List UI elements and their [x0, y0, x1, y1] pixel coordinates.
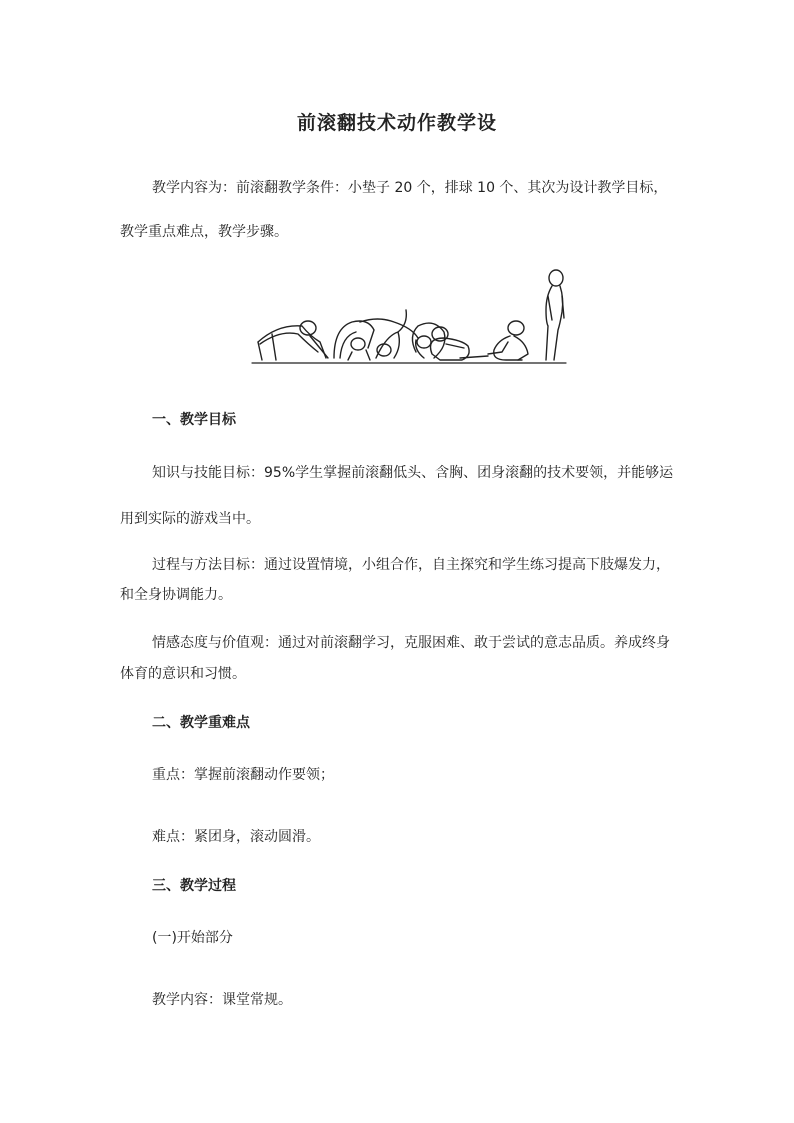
intro-line-2: 教学重点难点，教学步骤。: [120, 224, 288, 240]
teaching-content: 教学内容：课堂常规。: [152, 992, 292, 1008]
section-2-heading: 二、教学重难点: [152, 715, 250, 731]
difficulty-point: 难点：紧团身，滚动圆滑。: [152, 829, 320, 845]
emotion-goal-line-1: 情感态度与价值观：通过对前滚翻学习，克服困难、敢于尝试的意志品质。养成终身: [152, 635, 670, 651]
figure-5-rollup: [431, 327, 489, 360]
section-3-heading: 三、教学过程: [152, 878, 236, 894]
section-1-heading: 一、教学目标: [152, 412, 236, 428]
emotion-goal-line-2: 体育的意识和习惯。: [120, 666, 246, 682]
knowledge-goal-line-2: 用到实际的游戏当中。: [120, 511, 260, 527]
document-title: 前滚翻技术动作教学设: [296, 112, 497, 134]
figure-1-reach: [258, 321, 328, 360]
figure-6-squat: [488, 321, 528, 360]
figure-3-roll: [360, 310, 418, 358]
intro-line-1: 教学内容为：前滚翻教学条件：小垫子 20 个，排球 10 个、其次为设计教学目标，: [152, 180, 668, 196]
process-goal-line-1: 过程与方法目标：通过设置情境，小组合作，自主探究和学生练习提高下肢爆发力，: [152, 557, 670, 573]
process-goal-line-2: 和全身协调能力。: [120, 587, 232, 603]
key-point: 重点：掌握前滚翻动作要领；: [152, 767, 334, 783]
start-part-label: (一)开始部分: [152, 930, 233, 946]
forward-roll-sequence-illustration: [248, 266, 572, 370]
figure-2-tuck: [334, 321, 374, 360]
knowledge-goal-line-1: 知识与技能目标：95%学生掌握前滚翻低头、含胸、团身滚翻的技术要领，并能够运: [152, 465, 674, 481]
figure-7-stand: [546, 270, 564, 360]
